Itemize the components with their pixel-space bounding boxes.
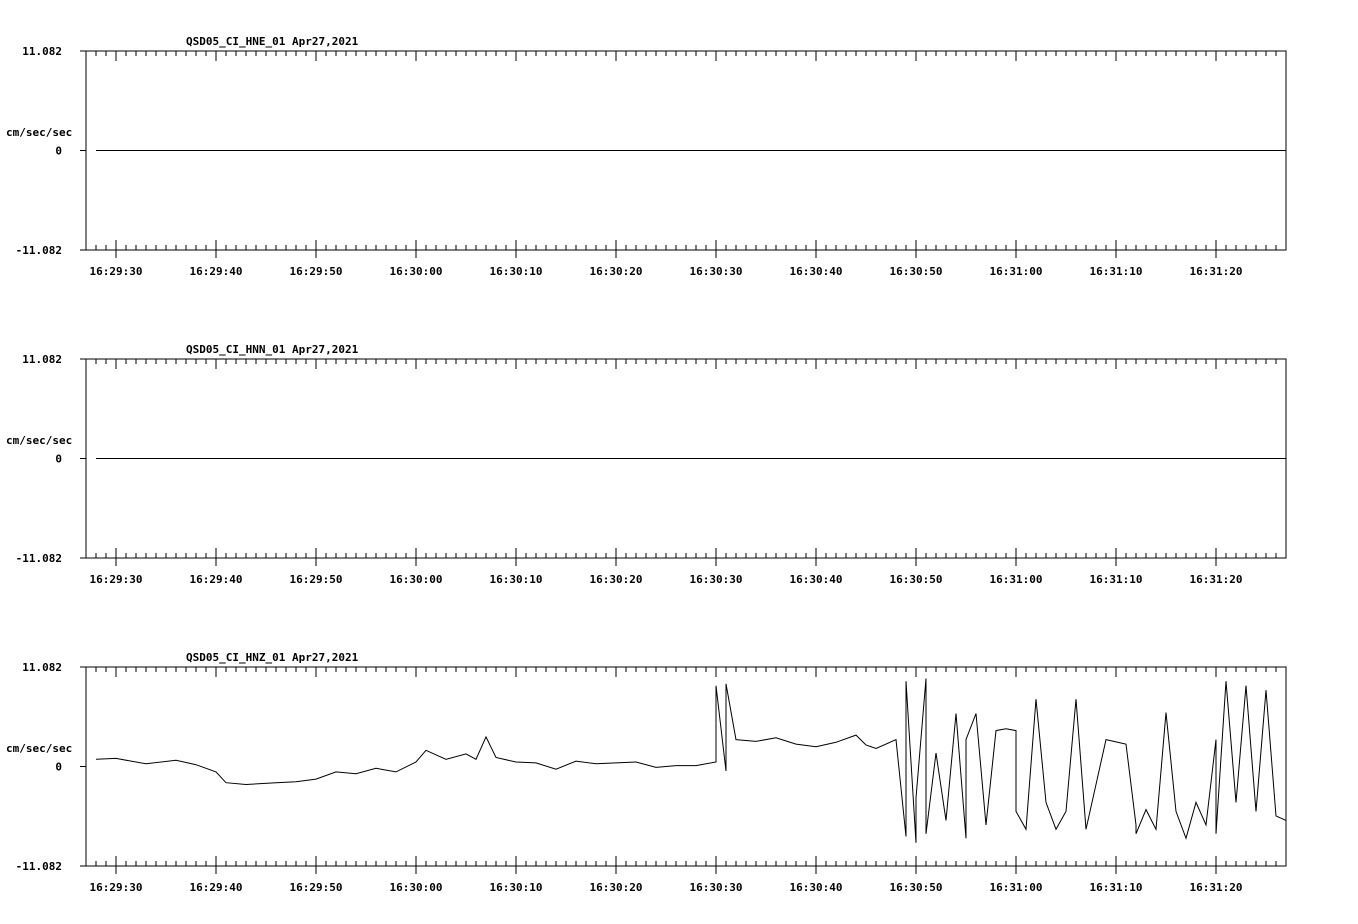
x-tick-label: 16:29:40 <box>189 265 243 278</box>
x-tick-label: 16:30:00 <box>389 881 443 894</box>
x-tick-label: 16:29:40 <box>189 881 243 894</box>
x-tick-label: 16:30:10 <box>489 265 543 278</box>
x-tick-label: 16:29:50 <box>289 573 343 586</box>
x-tick-label: 16:30:50 <box>889 265 943 278</box>
y-axis-label: cm/sec/sec <box>6 126 73 139</box>
x-tick-label: 16:31:20 <box>1189 573 1243 586</box>
plot-frame <box>86 667 1286 866</box>
x-tick-label: 16:31:00 <box>989 573 1043 586</box>
x-tick-label: 16:30:30 <box>689 573 743 586</box>
y-axis-label: cm/sec/sec <box>6 742 73 755</box>
x-tick-label: 16:29:30 <box>89 265 143 278</box>
panel-hnz <box>0 616 1358 916</box>
x-tick-label: 16:30:50 <box>889 573 943 586</box>
y-tick-label: 0 <box>55 144 62 158</box>
chart-title: QSD05_CI_HNE_01 Apr27,2021 <box>186 35 359 48</box>
x-tick-label: 16:30:50 <box>889 881 943 894</box>
x-tick-label: 16:30:20 <box>589 881 643 894</box>
x-tick-label: 16:29:40 <box>189 573 243 586</box>
x-tick-label: 16:30:10 <box>489 573 543 586</box>
x-tick-label: 16:30:20 <box>589 265 643 278</box>
x-tick-label: 16:31:20 <box>1189 265 1243 278</box>
chart-title: QSD05_CI_HNZ_01 Apr27,2021 <box>186 651 359 664</box>
x-tick-label: 16:30:40 <box>789 573 843 586</box>
seismogram-hnn-chart <box>0 308 1358 608</box>
x-tick-label: 16:30:30 <box>689 881 743 894</box>
x-tick-label: 16:31:10 <box>1089 881 1143 894</box>
y-tick-label: -11.082 <box>15 552 62 565</box>
x-tick-label: 16:31:10 <box>1089 573 1143 586</box>
seismogram-hne-chart <box>0 0 1358 300</box>
x-tick-label: 16:30:40 <box>789 265 843 278</box>
y-tick-label: -11.082 <box>15 860 62 873</box>
y-axis-label: cm/sec/sec <box>6 434 73 447</box>
y-tick-label: -11.082 <box>15 244 62 257</box>
x-tick-label: 16:30:30 <box>689 265 743 278</box>
x-tick-label: 16:31:00 <box>989 881 1043 894</box>
x-tick-label: 16:31:10 <box>1089 265 1143 278</box>
series-trace <box>96 679 1286 843</box>
x-tick-label: 16:30:00 <box>389 573 443 586</box>
x-tick-label: 16:31:20 <box>1189 881 1243 894</box>
x-tick-label: 16:30:10 <box>489 881 543 894</box>
x-tick-label: 16:30:20 <box>589 573 643 586</box>
x-tick-label: 16:30:00 <box>389 265 443 278</box>
x-tick-label: 16:29:30 <box>89 573 143 586</box>
y-tick-label: 11.082 <box>22 661 62 674</box>
y-tick-label: 11.082 <box>22 45 62 58</box>
x-tick-label: 16:29:30 <box>89 881 143 894</box>
x-tick-label: 16:29:50 <box>289 881 343 894</box>
y-tick-label: 11.082 <box>22 353 62 366</box>
panel-hne <box>0 0 1358 300</box>
x-tick-label: 16:29:50 <box>289 265 343 278</box>
panel-hnn <box>0 308 1358 608</box>
seismogram-hnz-chart <box>0 616 1358 916</box>
y-tick-label: 0 <box>55 452 62 466</box>
y-tick-label: 0 <box>55 760 62 774</box>
x-tick-label: 16:30:40 <box>789 881 843 894</box>
x-tick-label: 16:31:00 <box>989 265 1043 278</box>
chart-title: QSD05_CI_HNN_01 Apr27,2021 <box>186 343 359 356</box>
